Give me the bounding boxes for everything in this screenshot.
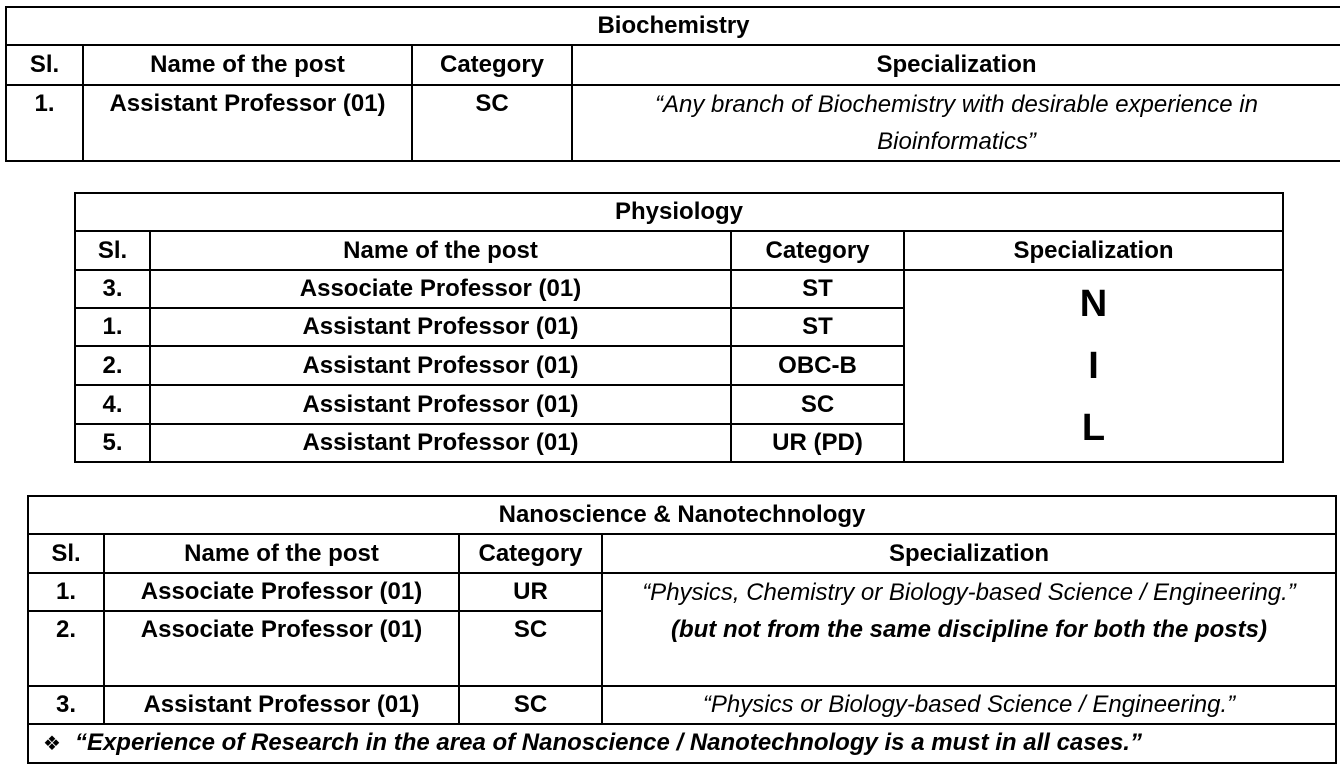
- row-post: Associate Professor (01): [150, 270, 731, 308]
- row-category: UR: [459, 573, 602, 611]
- row-sl: 5.: [75, 424, 150, 462]
- row-specialization: “Any branch of Biochemistry with desirable experience in Bioinformatics”: [572, 85, 1340, 161]
- row-category: SC: [731, 385, 904, 424]
- header-sl: Sl.: [75, 231, 150, 270]
- row-post: Assistant Professor (01): [150, 308, 731, 346]
- header-specialization: Specialization: [572, 45, 1340, 85]
- header-category: Category: [459, 534, 602, 573]
- header-category: Category: [731, 231, 904, 270]
- shared-specialization-note: (but not from the same discipline for both the posts): [670, 616, 1267, 643]
- header-post: Name of the post: [150, 231, 731, 270]
- row-category: SC: [459, 686, 602, 724]
- table-row: [75, 270, 1283, 308]
- row-post: Assistant Professor (01): [83, 85, 412, 161]
- row-sl: 2.: [75, 346, 150, 385]
- row-sl: 1.: [6, 85, 83, 161]
- diamond-bullet-icon: ❖: [43, 733, 61, 755]
- row-category: ST: [731, 270, 904, 308]
- physiology-table: [74, 192, 1284, 463]
- table-title: Physiology: [75, 193, 1283, 231]
- row-category: ST: [731, 308, 904, 346]
- row-sl: 1.: [75, 308, 150, 346]
- row-sl: 4.: [75, 385, 150, 424]
- nil-letter: I: [1088, 345, 1099, 387]
- footnote: [28, 724, 1336, 763]
- row-category: OBC-B: [731, 346, 904, 385]
- shared-specialization: [602, 573, 1336, 686]
- row-specialization: “Physics or Biology-based Science / Engineering.”: [602, 686, 1336, 724]
- row-sl: 3.: [28, 686, 104, 724]
- specialization-nil: [904, 270, 1283, 462]
- header-sl: Sl.: [28, 534, 104, 573]
- header-post: Name of the post: [104, 534, 459, 573]
- row-post: Assistant Professor (01): [150, 424, 731, 462]
- biochemistry-table: [5, 6, 1340, 162]
- header-specialization: Specialization: [602, 534, 1336, 573]
- nil-letter: N: [1079, 283, 1108, 325]
- table-row: [28, 686, 1336, 724]
- header-specialization: Specialization: [904, 231, 1283, 270]
- header-post: Name of the post: [83, 45, 412, 85]
- header-category: Category: [412, 45, 572, 85]
- shared-specialization-text: “Physics, Chemistry or Biology-based Science / Engineering.”: [642, 579, 1296, 606]
- row-sl: 1.: [28, 573, 104, 611]
- header-sl: Sl.: [6, 45, 83, 85]
- footnote-text: “Experience of Research in the area of Nanoscience / Nanotechnology is a must in all cases.”: [74, 729, 1142, 756]
- row-sl: 3.: [75, 270, 150, 308]
- row-category: UR (PD): [731, 424, 904, 462]
- row-post: Assistant Professor (01): [150, 385, 731, 424]
- row-post: Associate Professor (01): [104, 573, 459, 611]
- table-title: Nanoscience & Nanotechnology: [28, 496, 1336, 534]
- table-title: Biochemistry: [6, 7, 1340, 45]
- row-sl: 2.: [28, 611, 104, 686]
- row-post: Assistant Professor (01): [150, 346, 731, 385]
- row-post: Associate Professor (01): [104, 611, 459, 686]
- row-category: SC: [412, 85, 572, 161]
- table-row: [28, 573, 1336, 611]
- table-row: [6, 85, 1340, 161]
- row-category: SC: [459, 611, 602, 686]
- nil-letter: L: [1081, 407, 1106, 449]
- row-post: Assistant Professor (01): [104, 686, 459, 724]
- nanoscience-table: [27, 495, 1337, 764]
